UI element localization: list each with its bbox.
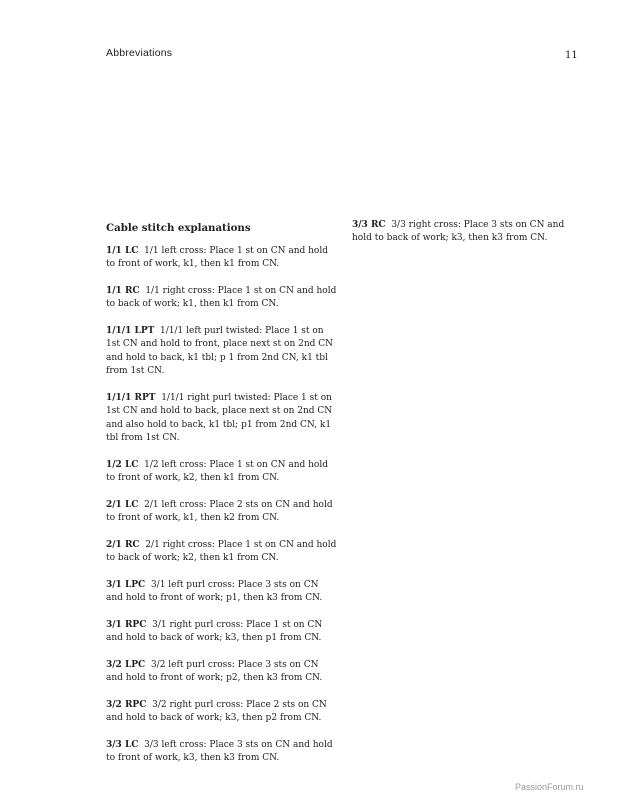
entry-abbr: 1/1 LC bbox=[106, 246, 139, 256]
entry-1-2-lc bbox=[106, 459, 338, 486]
entry-text: 2/1 left cross: Place 2 sts on CN and hold to front of work, k1, then k2 from CN. bbox=[106, 499, 333, 524]
entry-3-1-rpc bbox=[106, 619, 338, 646]
entry-3-3-rc bbox=[352, 219, 584, 246]
entry-text: 1/1/1 right purl twisted: Place 1 st on 1st CN and hold to back, place next st on 2nd CN and also hold to back, k1 tbl; p1 from 2nd CN, k1 tbl from 1st CN. bbox=[106, 392, 333, 444]
entry-abbr: 3/3 LC bbox=[106, 739, 139, 750]
entry-text: 3/3 left cross: Place 3 sts on CN and hold to front of work, k3, then k3 from CN. bbox=[106, 739, 333, 764]
entry-abbr: 3/1 LPC bbox=[106, 579, 146, 590]
entry-1-1-rc bbox=[106, 285, 338, 312]
entry-abbr: 2/1 RC bbox=[106, 539, 140, 550]
entry-text: 3/2 left purl cross: Place 3 sts on CN and hold to front of work; p2, then k3 from CN. bbox=[106, 659, 323, 684]
entry-text: 3/2 right purl cross: Place 2 sts on CN and hold to back of work; k3, then p2 from CN. bbox=[106, 699, 327, 724]
right-column bbox=[352, 219, 584, 259]
entry-abbr: 1/1/1 RPT bbox=[106, 392, 156, 403]
section-heading: Cable stitch explanations bbox=[106, 222, 251, 234]
entry-abbr: 1/1 RC bbox=[106, 286, 140, 296]
entry-1-1-lc bbox=[106, 245, 338, 272]
entry-abbr: 2/1 LC bbox=[106, 499, 139, 510]
entry-3-2-rpc bbox=[106, 699, 338, 726]
entry-2-1-lc bbox=[106, 499, 338, 526]
entry-text: 3/1 left purl cross: Place 3 sts on CN and hold to front of work; p1, then k3 from CN. bbox=[106, 579, 323, 604]
entry-text: 1/1/1 left purl twisted: Place 1 st on 1st CN and hold to front, place next st on 2nd CN and hold to back, k1 tbl; p 1 from 2nd CN, k1 tbl from 1st CN. bbox=[106, 326, 334, 377]
entry-3-1-lpc bbox=[106, 579, 338, 606]
entry-abbr: 1/2 LC bbox=[106, 459, 139, 470]
watermark: PassionForum.ru bbox=[515, 782, 584, 792]
entry-2-1-rc bbox=[106, 539, 338, 566]
entry-abbr: 3/3 RC bbox=[352, 220, 386, 230]
section-header: Abbreviations bbox=[106, 47, 173, 59]
entry-abbr: 3/2 RPC bbox=[106, 699, 147, 710]
entry-text: 3/3 right cross: Place 3 sts on CN and hold to back of work; k3, then k3 from CN. bbox=[352, 220, 565, 244]
entry-3-2-lpc bbox=[106, 659, 338, 686]
entry-text: 1/2 left cross: Place 1 st on CN and hold to front of work, k2, then k1 from CN. bbox=[106, 459, 328, 484]
entry-text: 1/1 left cross: Place 1 st on CN and hold to front of work, k1, then k1 from CN. bbox=[106, 246, 328, 270]
entry-text: 1/1 right cross: Place 1 st on CN and hold to back of work; k1, then k1 from CN. bbox=[106, 286, 337, 310]
entry-abbr: 1/1/1 LPT bbox=[106, 326, 155, 336]
entry-1-1-1-rpt bbox=[106, 392, 338, 446]
page-number: 11 bbox=[565, 50, 578, 61]
entry-1-1-1-lpt bbox=[106, 325, 338, 379]
left-column bbox=[106, 221, 338, 779]
entry-abbr: 3/2 LPC bbox=[106, 659, 146, 670]
entry-abbr: 3/1 RPC bbox=[106, 619, 147, 630]
entry-3-3-lc bbox=[106, 739, 338, 766]
entry-text: 3/1 right purl cross: Place 1 st on CN and hold to back of work; k3, then p1 from CN. bbox=[106, 619, 323, 644]
entry-text: 2/1 right cross: Place 1 st on CN and hold to back of work; k2, then k1 from CN. bbox=[106, 539, 337, 564]
